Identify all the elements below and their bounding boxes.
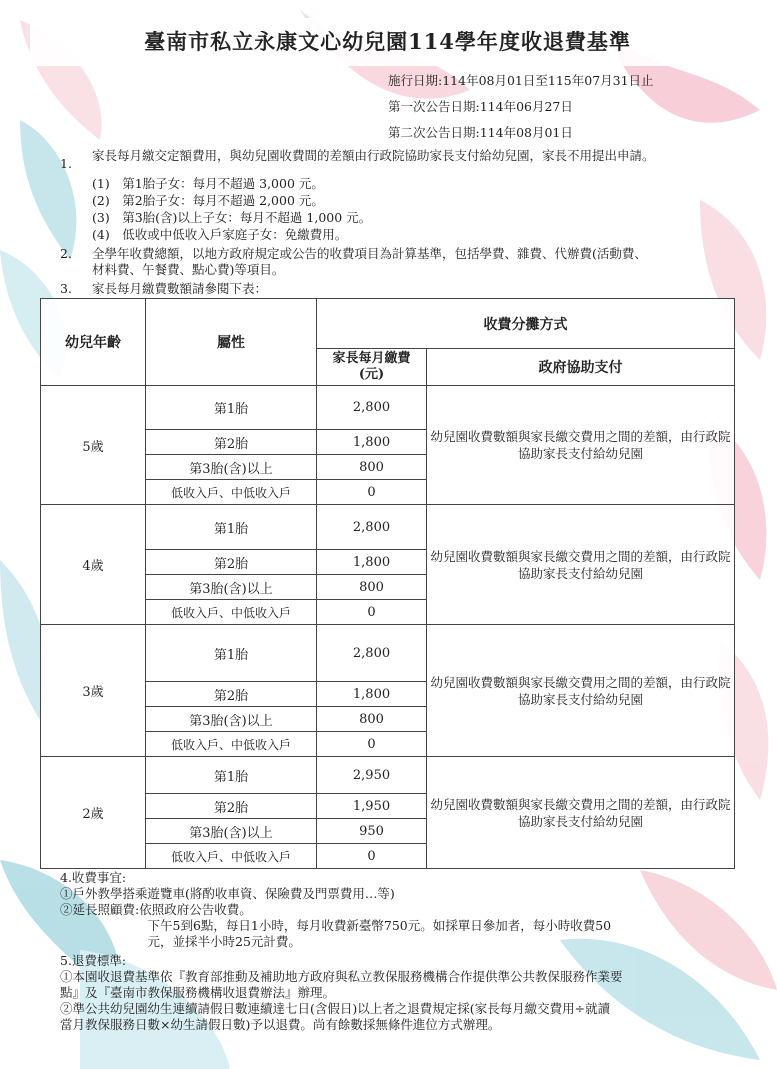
- attr-cell: 第2胎: [146, 430, 317, 455]
- attr-cell: 第2胎: [146, 550, 317, 575]
- table-row: [41, 386, 735, 430]
- fee-cell: 0: [317, 844, 427, 869]
- fee-cell: 1,800: [317, 550, 427, 575]
- item-number: 1.: [60, 156, 72, 171]
- attr-cell: 第3胎(含)以上: [146, 707, 317, 732]
- first-announcement-date: 第一次公告日期:114年06月27日: [388, 99, 573, 114]
- gov-cell: 幼兒園收費數額與家長繳交費用之間的差額，由行政院協助家長支付給幼兒園: [427, 386, 735, 505]
- header-attribute: 屬性: [146, 299, 317, 386]
- fee-cell: 1,800: [317, 682, 427, 707]
- fee-line: ②延長照顧費:依照政府公告收費。: [60, 902, 252, 917]
- header-fee-method: 收費分攤方式: [317, 299, 735, 349]
- item-text: 家長每月繳交定額費用，與幼兒園收費間的差額由行政院協助家長支付給幼兒園，家長不用提出申請。: [92, 148, 655, 163]
- item-number: 3.: [60, 281, 72, 296]
- sub-item: (1) 第1胎子女：每月不超過 3,000 元。: [92, 176, 324, 191]
- fee-cell: 0: [317, 600, 427, 625]
- attr-cell: 第1胎: [146, 757, 317, 794]
- page-title: 臺南市私立永康文心幼兒園114學年度收退費基準: [30, 18, 745, 66]
- item-number: 2.: [60, 246, 72, 261]
- fee-table: [40, 298, 735, 869]
- refund-line: ①本園收退費基準依『教育部推動及補助地方政府與私立教保服務機構合作提供準公共教保服務作業要: [60, 969, 623, 984]
- age-cell: 5歲: [41, 386, 146, 505]
- attr-cell: 第2胎: [146, 682, 317, 707]
- effective-date: 施行日期:114年08月01日至115年07月31日止: [388, 73, 654, 88]
- table-row: [41, 625, 735, 682]
- announcement-dates: [388, 68, 768, 146]
- attr-cell: 第1胎: [146, 505, 317, 550]
- refund-line: ②準公共幼兒園幼生連續請假日數連續達七日(含假日)以上者之退費規定採(家長每月繳交費用÷就讀: [60, 1001, 611, 1016]
- attr-cell: 第1胎: [146, 625, 317, 682]
- fee-line: ①戶外教學搭乘遊覽車(將酌收車資、保險費及門票費用…等): [60, 886, 395, 901]
- header-parent-fee: 家長每月繳費 (元): [317, 349, 427, 386]
- item-text: 家長每月繳費數額請參閱下表：: [92, 281, 268, 296]
- gov-cell: 幼兒園收費數額與家長繳交費用之間的差額，由行政院協助家長支付給幼兒園: [427, 625, 735, 757]
- attr-cell: 第1胎: [146, 386, 317, 430]
- item-text: 全學年收費總額，以地方政府規定或公告的收費項目為計算基準，包括學費、雜費、代辦費(活動費、: [92, 246, 647, 261]
- fee-cell: 2,800: [317, 386, 427, 430]
- attr-cell: 第3胎(含)以上: [146, 575, 317, 600]
- fee-notes: [60, 870, 750, 1033]
- attr-cell: 低收入戶、中低收入戶: [146, 600, 317, 625]
- fee-cell: 950: [317, 819, 427, 844]
- refund-heading: 5.退費標準:: [60, 953, 127, 968]
- fee-cell: 2,800: [317, 505, 427, 550]
- sub-item: (3) 第3胎(含)以上子女：每月不超過 1,000 元。: [92, 210, 372, 225]
- header-gov-support: 政府協助支付: [427, 349, 735, 386]
- fee-heading: 4.收費事宜:: [60, 870, 127, 885]
- age-cell: 2歲: [41, 757, 146, 869]
- fee-cell: 0: [317, 480, 427, 505]
- gov-cell: 幼兒園收費數額與家長繳交費用之間的差額，由行政院協助家長支付給幼兒園: [427, 757, 735, 869]
- fee-cell: 1,950: [317, 794, 427, 819]
- fee-cell: 2,800: [317, 625, 427, 682]
- refund-line: 點』及『臺南市教保服務機構收退費辦法』辦理。: [60, 985, 336, 1000]
- attr-cell: 第2胎: [146, 794, 317, 819]
- second-announcement-date: 第二次公告日期:114年08月01日: [388, 125, 573, 140]
- fee-cell: 2,950: [317, 757, 427, 794]
- fee-cell: 800: [317, 455, 427, 480]
- gov-cell: 幼兒園收費數額與家長繳交費用之間的差額，由行政院協助家長支付給幼兒園: [427, 505, 735, 625]
- fee-cell: 0: [317, 732, 427, 757]
- attr-cell: 低收入戶、中低收入戶: [146, 732, 317, 757]
- refund-line: 當月教保服務日數×幼生請假日數)予以退費。尚有餘數採無條件進位方式辦理。: [60, 1017, 501, 1032]
- sub-item: (2) 第2胎子女：每月不超過 2,000 元。: [92, 193, 324, 208]
- header-age: 幼兒年齡: [41, 299, 146, 386]
- item-text: 材料費、午餐費、點心費)等項目。: [92, 262, 285, 277]
- attr-cell: 低收入戶、中低收入戶: [146, 844, 317, 869]
- age-cell: 3歲: [41, 625, 146, 757]
- fee-cell: 800: [317, 575, 427, 600]
- fee-line: 元，並採半小時25元計費。: [60, 934, 301, 949]
- fee-line: 下午5到6點，每日1小時，每月收費新臺幣750元。如採單日參加者，每小時收費50: [60, 918, 612, 933]
- attr-cell: 第3胎(含)以上: [146, 455, 317, 480]
- table-row: [41, 757, 735, 794]
- sub-item: (4) 低收或中低收入戶家庭子女：免繳費用。: [92, 227, 348, 242]
- fee-cell: 1,800: [317, 430, 427, 455]
- age-cell: 4歲: [41, 505, 146, 625]
- table-row: [41, 505, 735, 550]
- fee-cell: 800: [317, 707, 427, 732]
- attr-cell: 低收入戶、中低收入戶: [146, 480, 317, 505]
- attr-cell: 第3胎(含)以上: [146, 819, 317, 844]
